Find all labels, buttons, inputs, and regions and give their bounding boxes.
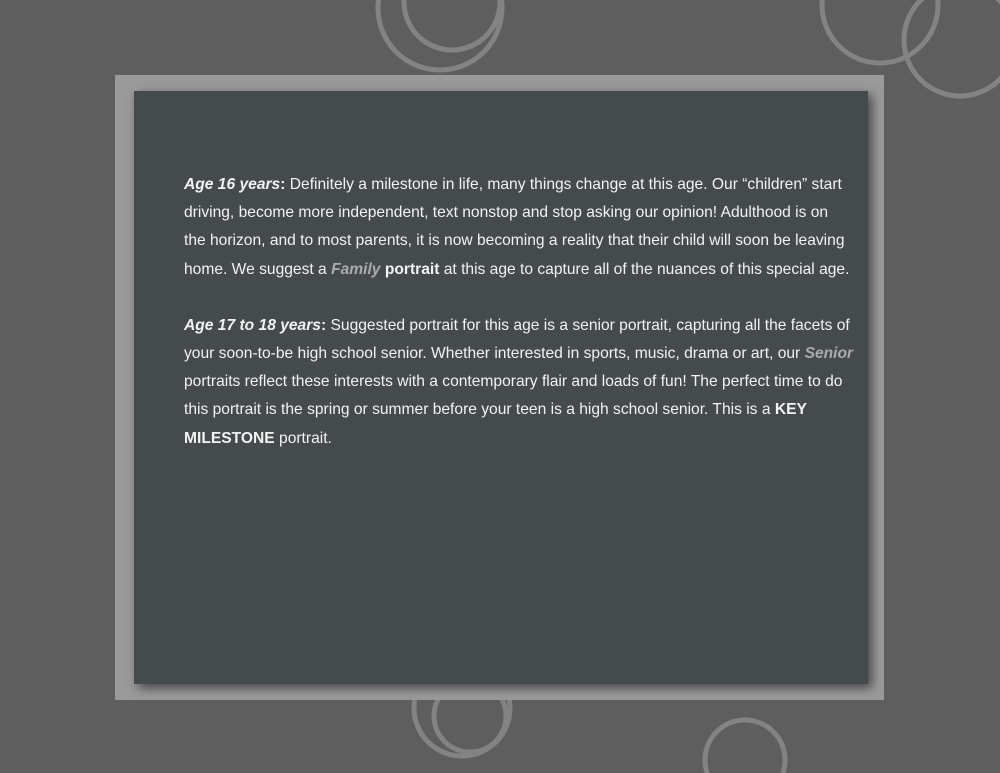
- paragraph-age-16: [184, 171, 854, 284]
- paragraph-text: portraits reflect these interests with a contemporary flair and loads of fun! The perfect time to do this portrait is the spring or summer before your teen is a high school senior. This is a: [184, 373, 843, 419]
- ring-decoration: [822, 0, 938, 63]
- paragraph-age-17-18: [184, 312, 854, 453]
- paragraph-text: Suggested portrait for this age is a senior portrait, capturing all the facets of your soon-to-be high school senior. Whether interested in sports, music, drama or art, our: [184, 316, 850, 363]
- highlight-senior: Senior: [804, 345, 854, 363]
- paragraph-text: portrait.: [274, 429, 332, 447]
- paragraph-text: at this age to capture all of the nuances of this special age.: [439, 260, 850, 278]
- paragraph-lead: Age 16 years: [184, 176, 281, 193]
- paragraph-colon: :: [320, 316, 327, 334]
- highlight-family: Family: [331, 260, 381, 278]
- bold-portrait: portrait: [384, 260, 440, 278]
- paragraph-lead: Age 17 to 18 years: [184, 316, 321, 334]
- paragraph-text: Definitely a milestone in life, many things change at this age. Our “children” start driving, become more independent, text nonstop and stop asking our opinion! Adulthood is on the horizon, and to most parents, it is now becoming a reality that their child will soon be leaving home. We suggest a: [184, 176, 845, 278]
- content-panel: [134, 91, 868, 684]
- ring-decoration: [705, 720, 785, 773]
- bold-key-milestone: KEY MILESTONE: [184, 401, 807, 447]
- paragraph-colon: :: [280, 176, 286, 193]
- content-text: [184, 171, 854, 481]
- ring-decoration: [404, 0, 500, 50]
